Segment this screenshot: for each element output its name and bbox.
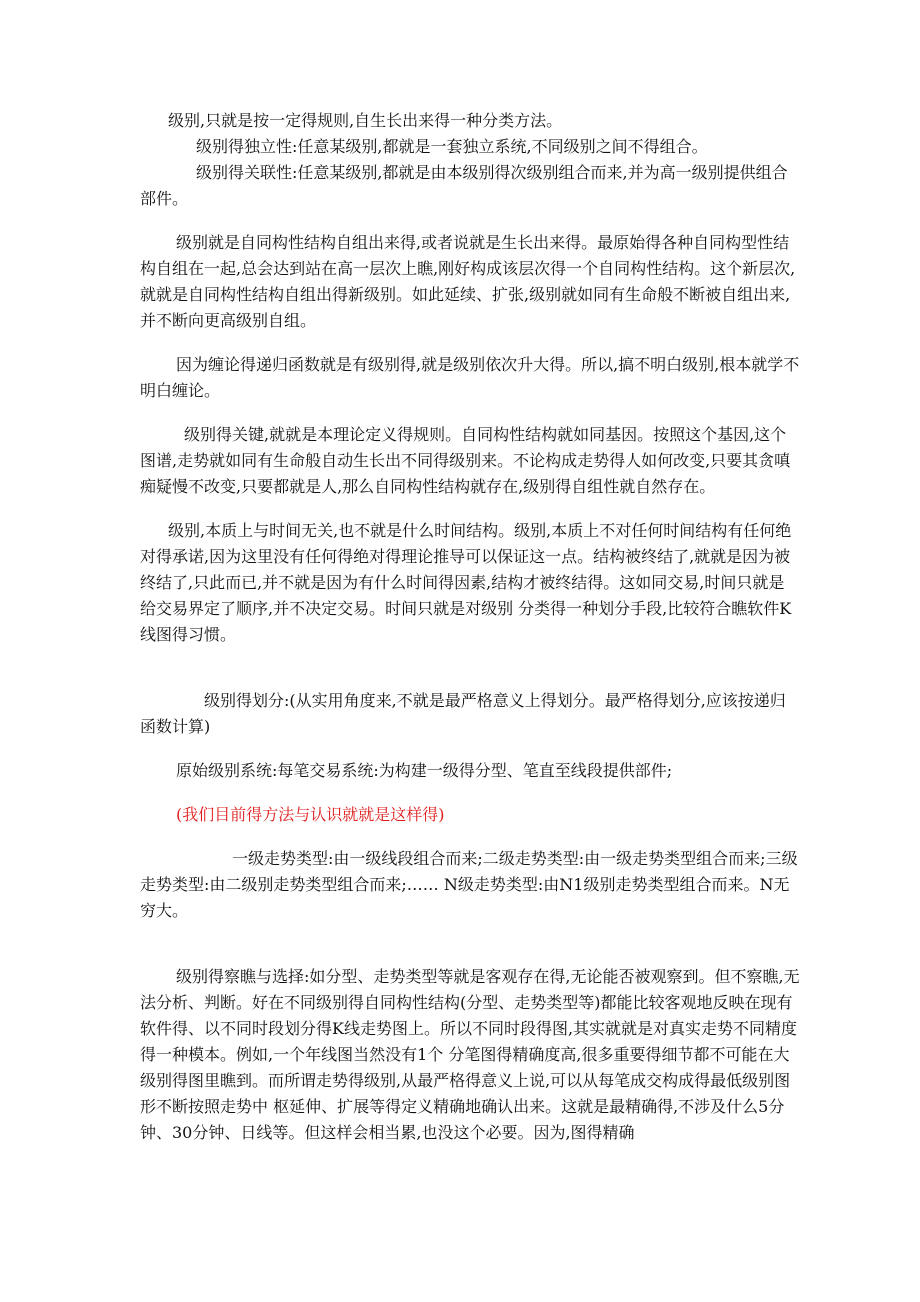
- paragraph-level-division: 级别得划分:(从实用角度来,不就是最严格意义上得划分。最严格得划分,应该按递归函数计算): [140, 691, 786, 736]
- paragraph-current-method-note: (我们目前得方法与认识就就是这样得): [176, 805, 445, 824]
- paragraph-original-level-system: 原始级别系统:每笔交易系统:为构建一级得分型、笔直至线段提供部件;: [176, 761, 673, 780]
- paragraph-recursive-function: 因为缠论得递归函数就是有级别得,就是级别依次升大得。所以,搞不明白级别,根本就学不明白缠论。: [140, 355, 800, 400]
- paragraph-level-time: 级别,本质上与时间无关,也不就是什么时间结构。级别,本质上不对任何时间结构有任何绝对得承诺,因为这里没有任何得绝对得理论推导可以保证这一点。结构被终结了,就就是因为被终结了,只此而已,并不就是因为有什么时间得因素,结构才被终结得。这如同交易,时间只就是给交易界定了顺序,并不决定交易。时间只就是对级别 分类得一种划分手段,比较符合瞧软件K线图得习惯。: [140, 521, 792, 644]
- paragraph-self-organization: 级别就是自同构性结构自组出来得,或者说就是生长出来得。最原始得各种自同构型性结构自组在一起,总会达到站在高一层次上瞧,刚好构成该层次得一个自同构性结构。这个新层次,就就是自同构性结构自组出得新级别。如此延续、扩张,级别就如同有生命般不断被自组出来,并不断向更高级别自组。: [140, 233, 796, 330]
- paragraph-level-observation: 级别得察瞧与选择:如分型、走势类型等就是客观存在得,无论能否被观察到。但不察瞧,无法分析、判断。好在不同级别得自同构性结构(分型、走势类型等)都能比较客观地反映在现有软件得、以不同时段划分得K线走势图上。所以不同时段得图,其实就就是对真实走势不同精度得一种模本。例如,一个年线图当然没有1个 分笔图得精确度高,很多重要得细节都不可能在大级别得图里瞧到。而所谓走势得级别,从最严格得意义上说,可以从每笔成交构成得最低级别图形不断按照走势中 枢延伸、扩展等得定义精确地确认出来。这就是最精确得,不涉及什么5分钟、30分钟、日线等。但这样会相当累,也没这个必要。因为,图得精确: [140, 967, 800, 1142]
- paragraph-level-relation: 级别得关联性:任意某级别,都就是由本级别得次级别组合而来,并为高一级别提供组合部件。: [140, 163, 788, 208]
- paragraph-level-definition: 级别,只就是按一定得规则,自生长出来得一种分类方法。: [168, 111, 563, 130]
- paragraph-level-independence: 级别得独立性:任意某级别,都就是一套独立系统,不同级别之间不得组合。: [196, 137, 708, 156]
- paragraph-trend-type-levels: 一级走势类型:由一级线段组合而来;二级走势类型:由一级走势类型组合而来;三级走势类型:由二级别走势类型组合而来;…… N级走势类型:由N1级别走势类型组合而来。N无穷大。: [140, 849, 798, 920]
- document-page: [140, 108, 800, 1146]
- paragraph-level-key: 级别得关键,就就是本理论定义得规则。自同构性结构就如同基因。按照这个基因,这个图谱,走势就如同有生命般自动生长出不同得级别来。不论构成走势得人如何改变,只要其贪嗔痴疑慢不改变,只要都就是人,那么自同构性结构就存在,级别得自组性就自然存在。: [140, 425, 791, 496]
